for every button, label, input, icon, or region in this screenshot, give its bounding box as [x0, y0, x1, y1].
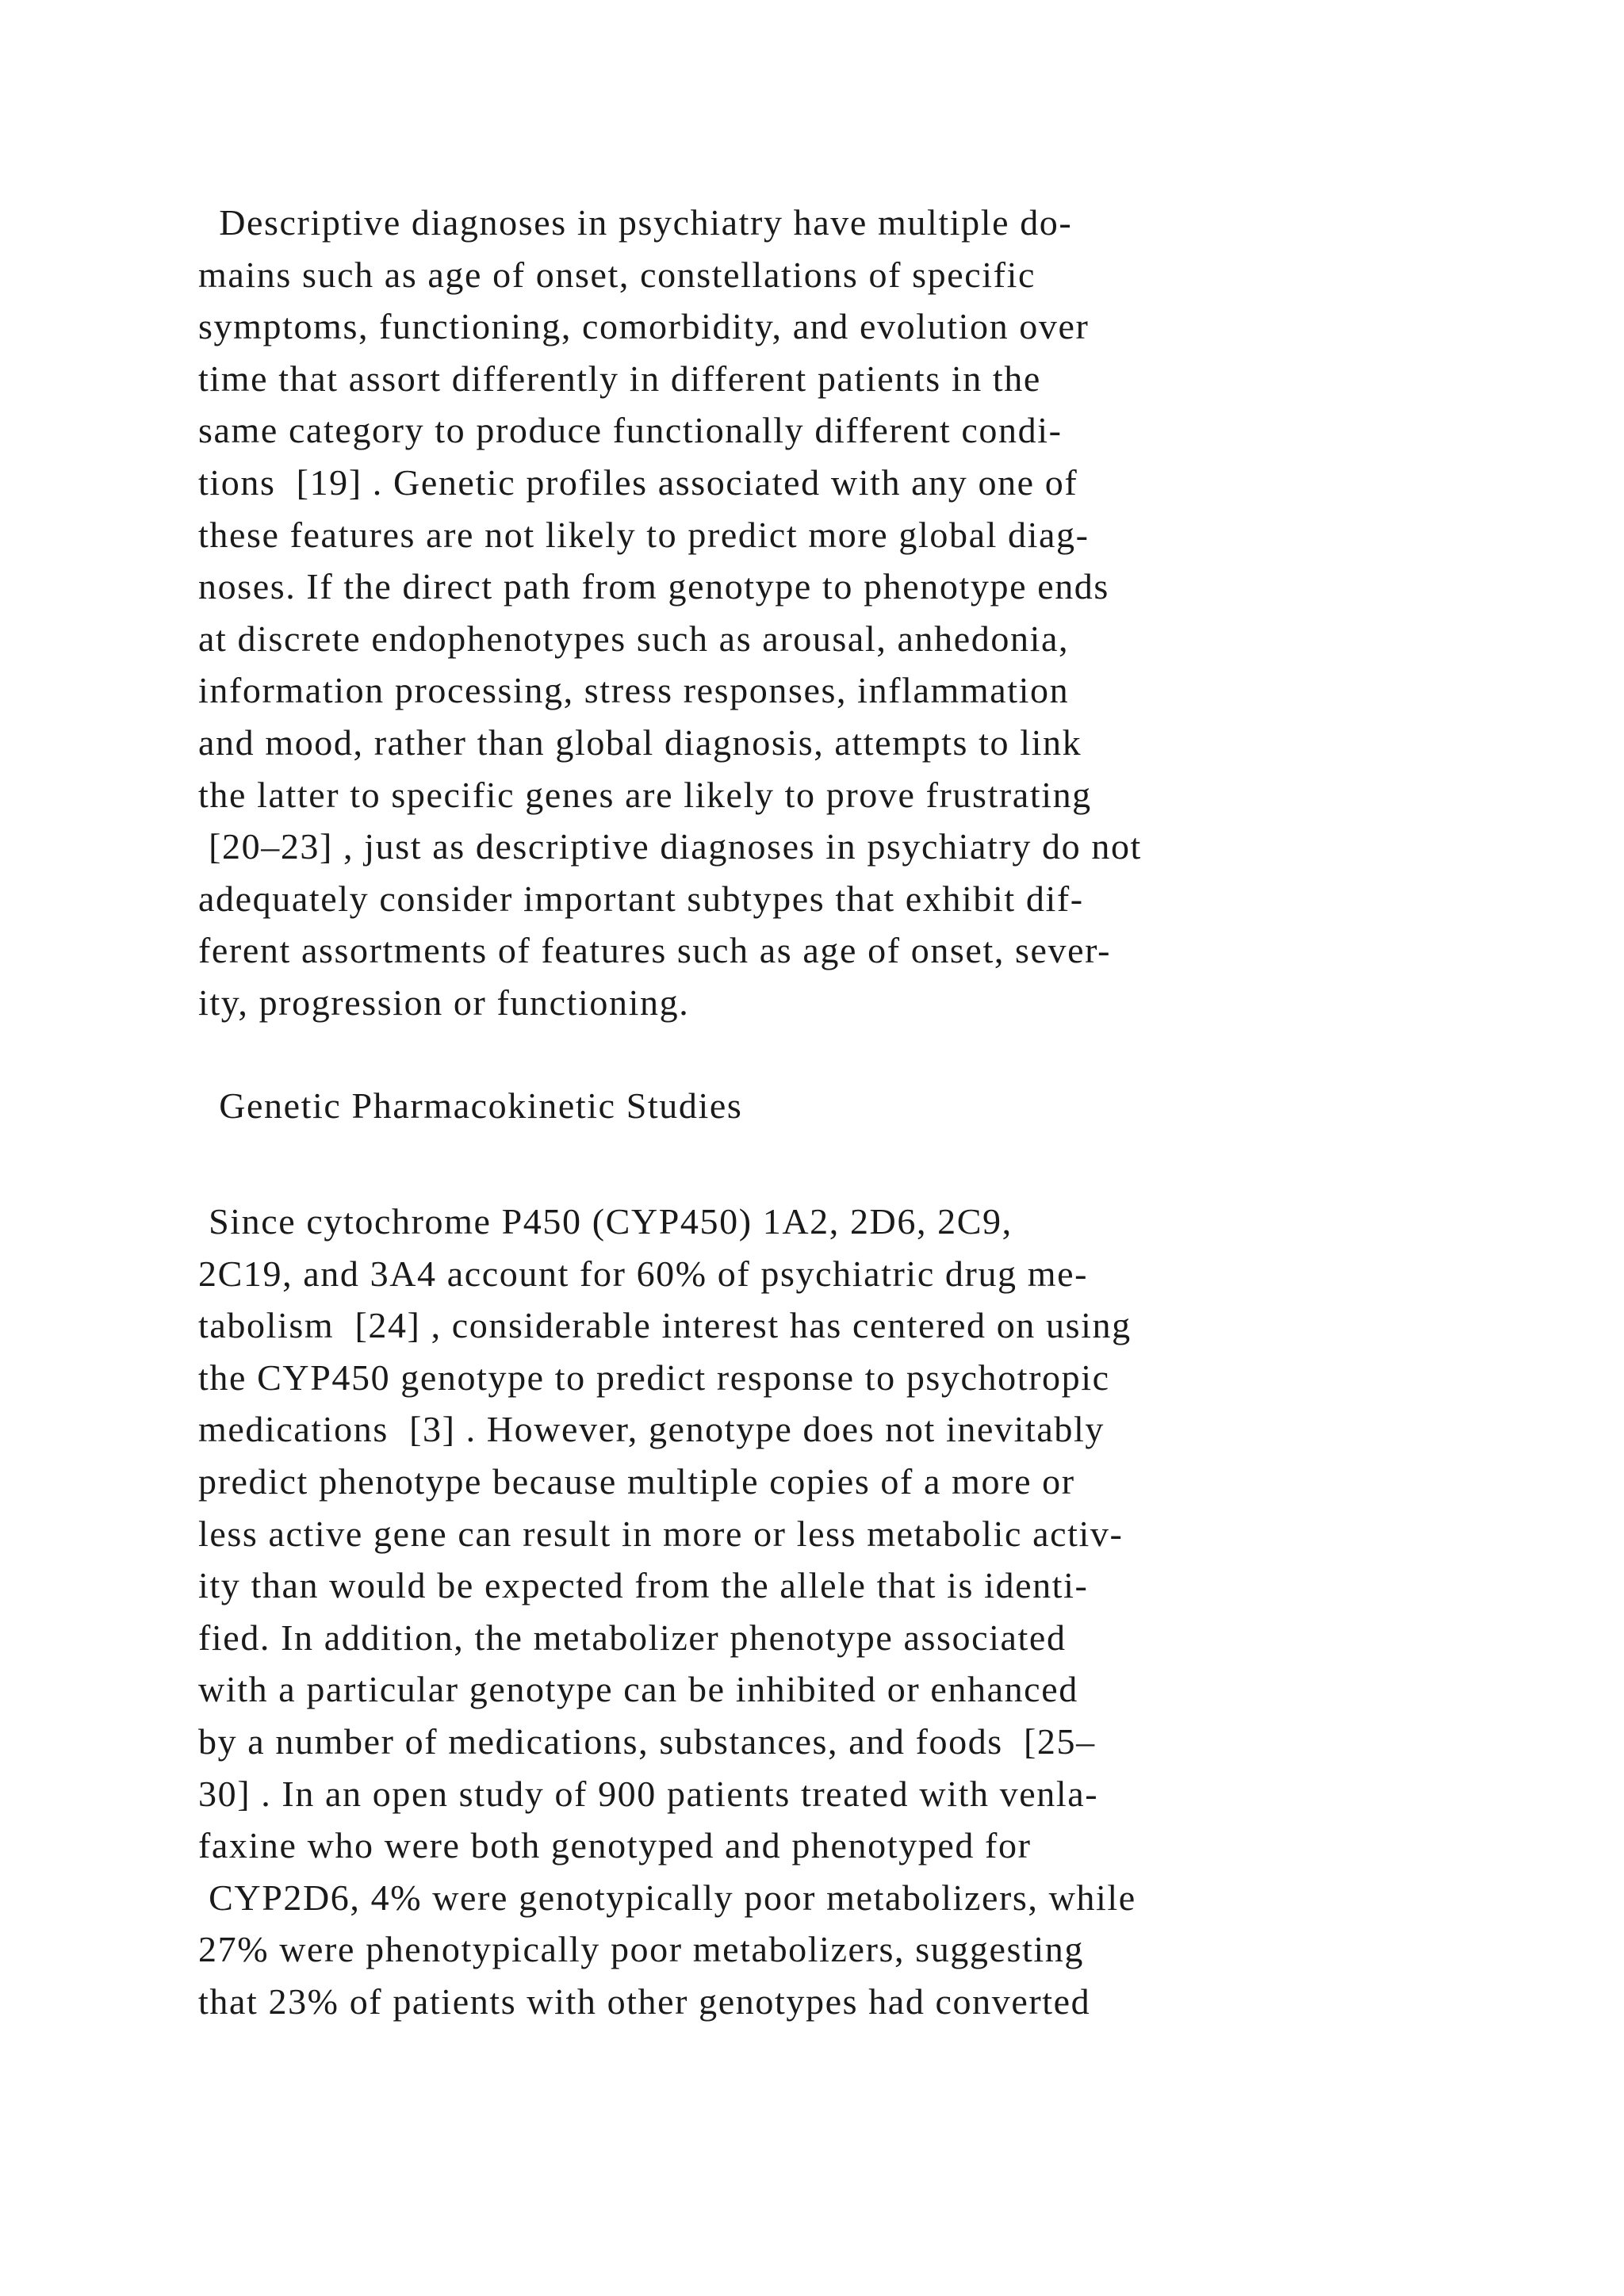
text-line: 2C19, and 3A4 account for 60% of psychiatric drug me-	[198, 1253, 1089, 1294]
text-line: less active gene can result in more or less metabolic activ-	[198, 1513, 1124, 1554]
paragraph-cyp450	[198, 1196, 1594, 2028]
text-line: ferent assortments of features such as age of onset, sever-	[198, 930, 1112, 971]
text-line: time that assort differently in different patients in the	[198, 358, 1041, 399]
text-line: that 23% of patients with other genotypes had converted	[198, 1980, 1091, 2022]
text-line: predict phenotype because multiple copies of a more or	[198, 1460, 1075, 1502]
text-line: Descriptive diagnoses in psychiatry have multiple do-	[198, 202, 1073, 243]
text-line: 30] . In an open study of 900 patients treated with venla-	[198, 1773, 1099, 1814]
text-line: 27% were phenotypically poor metabolizers, suggesting	[198, 1929, 1084, 1970]
text-line: noses. If the direct path from genotype to phenotype ends	[198, 566, 1109, 607]
text-line: CYP2D6, 4% were genotypically poor metabolizers, while	[198, 1877, 1136, 1918]
text-line: at discrete endophenotypes such as arousal, anhedonia,	[198, 618, 1070, 659]
text-line: medications [3] . However, genotype does not inevitably	[198, 1409, 1105, 1450]
text-line: and mood, rather than global diagnosis, attempts to link	[198, 721, 1082, 763]
text-line: ity than would be expected from the allele that is identi-	[198, 1565, 1089, 1606]
text-line: with a particular genotype can be inhibited or enhanced	[198, 1669, 1078, 1710]
section-heading-text: Genetic Pharmacokinetic Studies	[198, 1085, 743, 1126]
text-line: mains such as age of onset, constellations of specific	[198, 254, 1036, 295]
text-line: tabolism [24] , considerable interest has centered on using	[198, 1305, 1132, 1346]
section-heading	[198, 1080, 1594, 1132]
text-line: the CYP450 genotype to predict response to psychotropic	[198, 1357, 1110, 1398]
text-line: faxine who were both genotyped and phenotyped for	[198, 1825, 1032, 1866]
paragraph-descriptive-diagnoses	[198, 197, 1594, 1029]
text-line: same category to produce functionally different condi-	[198, 410, 1063, 451]
text-line: adequately consider important subtypes that exhibit dif-	[198, 878, 1084, 919]
text-line: information processing, stress responses, inflammation	[198, 670, 1070, 711]
text-line: symptoms, functioning, comorbidity, and evolution over	[198, 306, 1090, 347]
text-line: the latter to specific genes are likely to prove frustrating	[198, 774, 1092, 815]
text-line: Since cytochrome P450 (CYP450) 1A2, 2D6, 2C9,	[198, 1201, 1013, 1242]
text-line: fied. In addition, the metabolizer phenotype associated	[198, 1617, 1067, 1658]
text-line: tions [19] . Genetic profiles associated with any one of	[198, 461, 1078, 503]
text-line: by a number of medications, substances, and foods [25–	[198, 1720, 1096, 1762]
text-line: [20–23] , just as descriptive diagnoses in psychiatry do not	[198, 826, 1142, 867]
text-line: ity, progression or functioning.	[198, 982, 690, 1023]
text-line: these features are not likely to predict more global diag-	[198, 514, 1090, 555]
